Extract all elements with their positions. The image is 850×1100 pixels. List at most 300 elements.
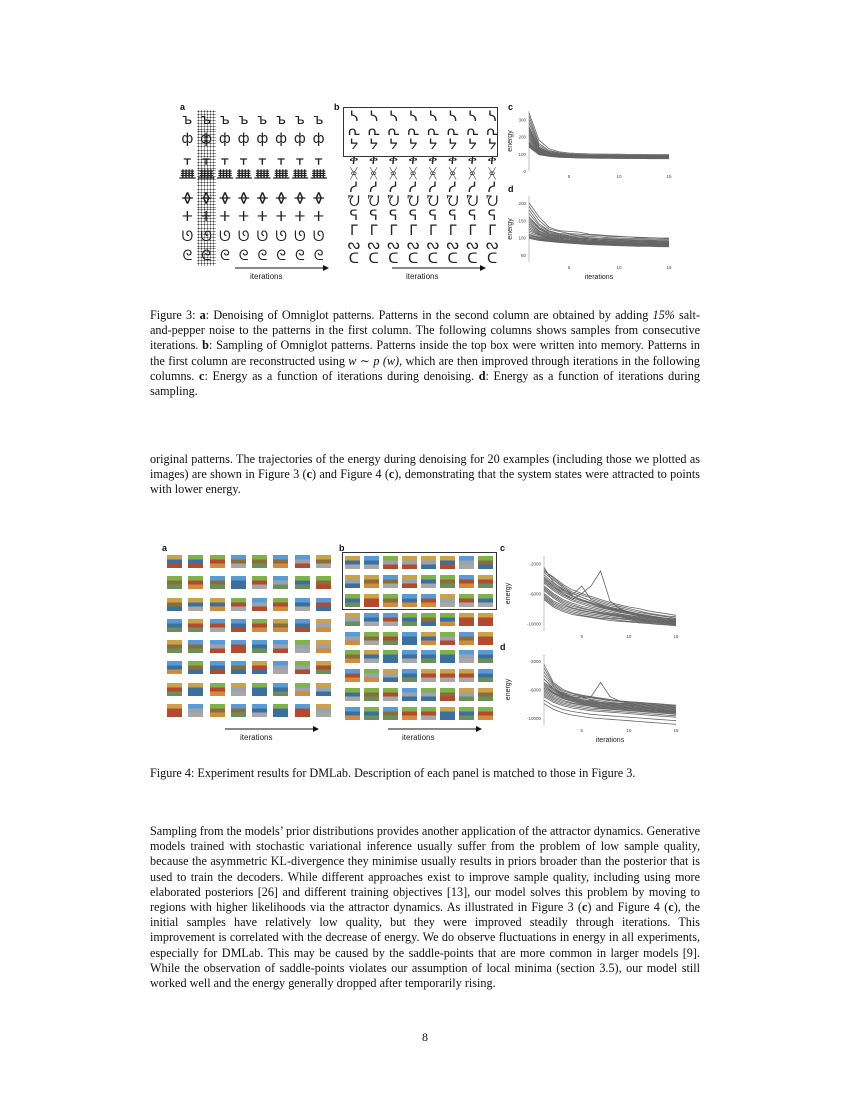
image-tile [166, 639, 183, 654]
glyph: ᘎ [181, 228, 194, 245]
image-tile [209, 597, 226, 612]
glyph-cell [364, 209, 384, 223]
image-tile [477, 649, 494, 664]
image-tile [272, 639, 289, 654]
image-tile [315, 682, 332, 697]
glyph: ᚙ [198, 170, 215, 187]
glyph-cell [423, 238, 443, 252]
fig4-a-iterations-label: iterations [240, 733, 273, 742]
image-tile [401, 555, 418, 570]
glyph-cell [463, 153, 483, 167]
glyph: ᚖ [200, 189, 212, 206]
y-tick-label: 200 [518, 134, 526, 140]
figure-4 [0, 530, 850, 750]
y-tick-label: -6000 [529, 687, 541, 693]
glyph: ᚁ [315, 150, 323, 167]
glyph: ᓱ [468, 180, 477, 196]
glyph: ъ [294, 111, 305, 128]
image-tile [401, 631, 418, 646]
glyph-cell [423, 195, 443, 209]
glyph: ᕋ [468, 209, 477, 224]
image-tile [209, 575, 226, 590]
glyph-cell [197, 227, 216, 247]
image-tile [230, 682, 247, 697]
x-tick-label: 5 [567, 265, 571, 270]
glyph-cell [384, 167, 404, 181]
page-number: 8 [422, 1030, 428, 1044]
glyph: ᚙ [216, 170, 233, 187]
image-tile [401, 649, 418, 664]
glyph-cell [463, 181, 483, 195]
glyph-cell [482, 110, 502, 124]
glyph-cell [216, 169, 235, 189]
glyph: ᘓ [238, 248, 249, 265]
image-tile [477, 706, 494, 721]
glyph-cell [403, 138, 423, 152]
glyph: ᓱ [369, 180, 378, 196]
glyph-cell [482, 223, 502, 237]
glyph-cell [272, 149, 291, 169]
fig3-caption-t3: : Sampling of Omniglot patterns. Patterns inside the top box were written into memory. Patterns in the first column are reconstructed using [150, 338, 700, 368]
glyph-cell [197, 169, 216, 189]
y-tick-label: 100 [518, 235, 526, 241]
glyph-cell [234, 169, 253, 189]
glyph-cell [423, 138, 443, 152]
glyph-cell [364, 167, 384, 181]
glyph-cell [291, 188, 310, 208]
fig3-caption-t5: : Energy as a function of iterations during denoising. [204, 368, 479, 383]
image-tile [166, 682, 183, 697]
glyph: ᑕ [447, 251, 458, 266]
image-tile [187, 575, 204, 590]
image-tile [382, 631, 399, 646]
glyph: ᚖ [313, 189, 324, 206]
image-tile [363, 612, 380, 627]
glyph: ᚖ [238, 189, 249, 206]
image-tile [344, 555, 361, 570]
glyph: ᚁ [258, 150, 266, 167]
image-tile [294, 682, 311, 697]
fig4-b-iterations-arrow [388, 725, 483, 733]
image-tile [420, 706, 437, 721]
glyph: ᔭ [448, 138, 458, 153]
glyph-cell [344, 209, 364, 223]
image-tile [230, 618, 247, 633]
image-tile [294, 660, 311, 675]
x-tick-label: 5 [580, 634, 583, 639]
glyph: ቀ [447, 152, 458, 167]
glyph-cell [463, 138, 483, 152]
glyph-cell [384, 110, 404, 124]
glyph: ᚁ [277, 150, 285, 167]
glyph: ᘨ [466, 195, 479, 210]
image-tile [401, 612, 418, 627]
glyph-cell [384, 138, 404, 152]
image-tile [439, 555, 456, 570]
glyph-cell [364, 153, 384, 167]
image-tile [420, 593, 437, 608]
series-line [529, 120, 669, 156]
glyph: ᕋ [448, 209, 457, 224]
fig3-panel-label-a: a [180, 102, 186, 112]
glyph-cell [253, 130, 272, 150]
image-tile [477, 593, 494, 608]
glyph: ᘎ [312, 228, 325, 245]
glyph: ᕆ [406, 124, 420, 139]
image-tile [187, 554, 204, 569]
glyph-cell [291, 169, 310, 189]
image-tile [272, 618, 289, 633]
glyph-cell [216, 247, 235, 267]
image-tile [477, 668, 494, 683]
image-tile [401, 706, 418, 721]
glyph: ᓱ [487, 180, 497, 196]
glyph-cell [178, 188, 197, 208]
series-line [544, 672, 676, 707]
glyph: ᕆ [426, 124, 440, 139]
image-tile [251, 682, 268, 697]
para2-b2: c [668, 900, 674, 915]
image-tile [251, 618, 268, 633]
y-axis-label: energy [507, 218, 514, 240]
image-tile [166, 703, 183, 718]
image-tile [439, 631, 456, 646]
glyph: ቀ [487, 152, 497, 167]
glyph: ъ [313, 111, 324, 128]
glyph-cell [197, 188, 216, 208]
glyph-cell [197, 110, 216, 130]
glyph-cell [463, 238, 483, 252]
image-tile [230, 575, 247, 590]
glyph-cell [423, 181, 443, 195]
fig4-panel-a-grid [166, 554, 336, 724]
image-tile [294, 554, 311, 569]
fig3-caption-d: d [478, 368, 486, 383]
glyph-cell [291, 227, 310, 247]
x-axis-label: iterations [595, 737, 625, 743]
glyph: ᓱ [349, 180, 359, 196]
image-tile [315, 703, 332, 718]
image-tile [294, 639, 311, 654]
glyph-cell [403, 238, 423, 252]
glyph: ᚖ [219, 189, 231, 206]
image-tile [401, 574, 418, 589]
image-tile [477, 631, 494, 646]
glyph: ᚸ [428, 166, 438, 181]
glyph: ᓴ [349, 110, 359, 125]
image-tile [344, 574, 361, 589]
glyph-cell [443, 209, 463, 223]
glyph: ᒥ [389, 223, 398, 238]
glyph: ъ [238, 111, 249, 128]
glyph-cell [384, 181, 404, 195]
glyph-cell [291, 149, 310, 169]
glyph: ᓱ [428, 180, 438, 196]
glyph-cell [463, 195, 483, 209]
image-tile [209, 618, 226, 633]
figure-3-caption [150, 308, 700, 399]
glyph-cell [253, 227, 272, 247]
fig4d-energy-chart [502, 648, 682, 743]
glyph: ᓴ [468, 110, 477, 125]
image-tile [272, 682, 289, 697]
glyph-cell [272, 188, 291, 208]
glyph: ᑕ [467, 251, 478, 266]
glyph: ቀ [388, 152, 399, 167]
glyph-cell [403, 124, 423, 138]
glyph: ᒥ [349, 223, 358, 238]
fig3-b-iterations-label: iterations [406, 272, 439, 281]
figure-3 [0, 0, 850, 290]
y-tick-label: -2000 [529, 659, 541, 665]
image-tile [439, 612, 456, 627]
glyph-cell [482, 209, 502, 223]
glyph-cell [344, 252, 364, 266]
glyph-cell [344, 223, 364, 237]
glyph: ᔓ [485, 237, 499, 252]
x-tick-label: 15 [673, 634, 679, 639]
glyph-cell [482, 153, 502, 167]
glyph: ᘎ [294, 228, 306, 245]
glyph-cell [272, 227, 291, 247]
fig3-panel-b-grid [344, 110, 502, 266]
series-line [529, 206, 669, 238]
glyph-cell [443, 124, 463, 138]
glyph: ᘨ [426, 195, 439, 210]
glyph-cell [216, 208, 235, 228]
y-tick-label: 100 [518, 151, 526, 157]
fig4-panel-label-a: a [162, 543, 168, 553]
image-tile [439, 649, 456, 664]
glyph: ᑕ [368, 251, 379, 266]
glyph: ᚙ [291, 170, 308, 187]
glyph: ᑕ [408, 251, 419, 266]
glyph-cell [463, 124, 483, 138]
glyph-cell [178, 110, 197, 130]
image-tile [166, 597, 183, 612]
glyph: ᑕ [427, 251, 438, 266]
image-tile [382, 555, 399, 570]
glyph: ᚙ [179, 170, 196, 187]
image-tile [363, 593, 380, 608]
glyph-cell [291, 110, 310, 130]
image-tile [209, 703, 226, 718]
glyph-cell [423, 124, 443, 138]
glyph-cell [234, 208, 253, 228]
glyph-cell [384, 124, 404, 138]
image-tile [382, 593, 399, 608]
glyph-cell [309, 208, 328, 228]
x-tick-label: 10 [626, 728, 632, 733]
fig4-panel-label-d: d [500, 642, 506, 652]
glyph: ᔭ [369, 138, 379, 153]
fig3-caption-pct: 15% [652, 308, 675, 322]
image-tile [315, 639, 332, 654]
glyph: ᕋ [487, 209, 497, 224]
glyph: ф [218, 131, 231, 148]
glyph: ᚙ [235, 170, 252, 187]
fig3-panel-label-c: c [508, 102, 514, 112]
glyph: ⵜ [257, 209, 268, 226]
glyph-cell [403, 195, 423, 209]
para2-t2: ) and Figure 4 ( [587, 900, 669, 915]
glyph-cell [234, 130, 253, 150]
glyph-cell [178, 130, 197, 150]
glyph-cell [309, 188, 328, 208]
image-tile [294, 575, 311, 590]
glyph: ъ [182, 111, 193, 128]
glyph: ᓱ [408, 180, 418, 196]
glyph: ቀ [368, 152, 379, 167]
glyph: ᘓ [201, 248, 212, 265]
x-axis-label: iterations [584, 274, 614, 280]
glyph-cell [482, 167, 502, 181]
glyph: ᕋ [369, 209, 378, 224]
image-tile [315, 575, 332, 590]
glyph: ᚖ [182, 189, 193, 206]
image-tile [294, 618, 311, 633]
fig3-panel-label-b: b [334, 102, 340, 112]
glyph: ᘎ [256, 228, 269, 245]
glyph: ф [293, 131, 306, 148]
glyph-cell [443, 181, 463, 195]
fig3-caption-b: b [202, 338, 209, 353]
glyph-cell [309, 169, 328, 189]
y-axis-label: energy [505, 582, 512, 605]
para2-t3: ), the initial samples have relatively low quality, but they were improved steadily through iterations. This improvement is correlated with the decrease of energy. We do observe fluctuations in energy in all experiments, especially for DMLab. This may be caused by the saddle-points that are more common in larger models [9]. While the observation of saddle-points violates our assumption of local minima (section 3.5), our model still worked well and the energy generally dropped after temporarily rising. [150, 900, 700, 991]
glyph-cell [364, 124, 384, 138]
glyph: ⵜ [313, 209, 324, 226]
glyph-cell [443, 138, 463, 152]
fig3-caption-t2: salt-and-pepper noise to the patterns in the first column. The following columns shows samples from consecutive iterations. [150, 308, 700, 353]
image-tile [458, 687, 475, 702]
x-tick-label: 10 [616, 265, 622, 270]
glyph-cell [364, 238, 384, 252]
glyph: ᚖ [294, 189, 306, 206]
glyph: ᑕ [388, 251, 399, 266]
fig3c-energy-chart [505, 105, 675, 185]
glyph-cell [482, 124, 502, 138]
y-tick-label: -10000 [526, 715, 541, 721]
glyph: ᚙ [254, 170, 271, 187]
image-tile [315, 618, 332, 633]
glyph-cell [443, 153, 463, 167]
glyph-cell [272, 130, 291, 150]
glyph: ᕆ [386, 124, 400, 139]
glyph-cell [364, 223, 384, 237]
glyph: ᕆ [367, 124, 381, 139]
image-tile [166, 554, 183, 569]
glyph-cell [443, 223, 463, 237]
image-tile [439, 687, 456, 702]
glyph: ф [256, 131, 269, 148]
fig3d-energy-chart [505, 190, 675, 280]
image-tile [420, 649, 437, 664]
glyph-cell [364, 138, 384, 152]
glyph-cell [216, 188, 235, 208]
glyph-cell [423, 153, 443, 167]
y-tick-label: 150 [518, 218, 526, 224]
paragraph-1 [150, 452, 700, 498]
glyph: ᔭ [349, 138, 359, 153]
image-tile [230, 554, 247, 569]
image-tile [187, 618, 204, 633]
image-tile [272, 597, 289, 612]
glyph-cell [309, 130, 328, 150]
glyph-cell [364, 110, 384, 124]
image-tile [382, 574, 399, 589]
image-tile [477, 687, 494, 702]
y-tick-label: -6000 [529, 591, 541, 597]
para2-b1: c [582, 900, 588, 915]
glyph: ᑕ [487, 251, 498, 266]
fig4-panel-label-b: b [339, 543, 345, 553]
x-tick-label: 15 [666, 265, 672, 270]
glyph-cell [463, 167, 483, 181]
fig3-panel-label-d: d [508, 184, 514, 194]
image-tile [251, 597, 268, 612]
image-tile [439, 706, 456, 721]
para1-t2: ) and Figure 4 ( [312, 467, 389, 482]
image-tile [401, 668, 418, 683]
glyph-cell [234, 110, 253, 130]
image-tile [420, 612, 437, 627]
glyph-cell [403, 167, 423, 181]
image-tile [439, 593, 456, 608]
glyph-cell [344, 167, 364, 181]
image-tile [363, 706, 380, 721]
image-tile [251, 703, 268, 718]
glyph-cell [216, 149, 235, 169]
glyph: ᔓ [446, 237, 459, 252]
glyph-cell [403, 223, 423, 237]
image-tile [230, 703, 247, 718]
glyph: ቀ [349, 152, 359, 167]
y-tick-label: 300 [518, 117, 526, 123]
glyph: ᘓ [276, 248, 287, 265]
image-tile [251, 639, 268, 654]
image-tile [382, 668, 399, 683]
y-tick-label: -10000 [526, 621, 541, 627]
image-tile [344, 649, 361, 664]
image-tile [363, 574, 380, 589]
glyph-cell [178, 227, 197, 247]
y-tick-label: 50 [520, 253, 526, 259]
image-tile [272, 703, 289, 718]
image-tile [458, 706, 475, 721]
glyph-cell [463, 209, 483, 223]
glyph: ᕆ [465, 124, 479, 139]
glyph: ᔓ [466, 237, 479, 252]
image-tile [458, 593, 475, 608]
image-tile [230, 639, 247, 654]
glyph: ⵜ [200, 209, 212, 226]
image-tile [420, 668, 437, 683]
glyph-cell [253, 169, 272, 189]
image-tile [477, 555, 494, 570]
glyph: ⵜ [182, 209, 193, 226]
fig4c-energy-chart [502, 550, 682, 645]
fig4-a-iterations-arrow [225, 725, 320, 733]
glyph-cell [403, 209, 423, 223]
glyph-cell [344, 238, 364, 252]
glyph-cell [272, 208, 291, 228]
image-tile [344, 612, 361, 627]
glyph-cell [482, 138, 502, 152]
glyph-cell [384, 223, 404, 237]
glyph: ᔓ [387, 237, 400, 252]
glyph: ᚖ [275, 189, 287, 206]
